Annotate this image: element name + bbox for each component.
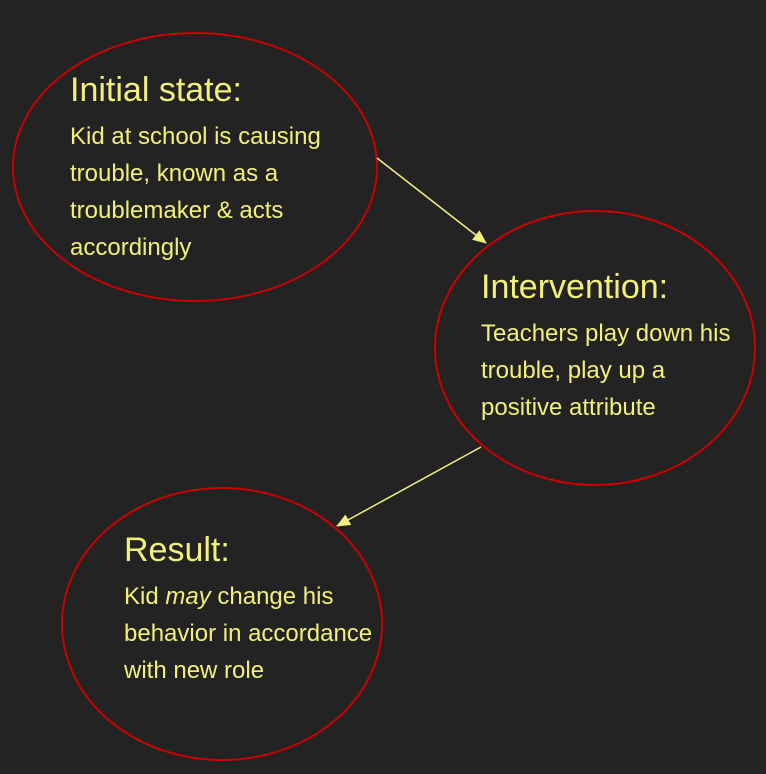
arrow-intervention-to-result xyxy=(337,447,481,526)
result-description xyxy=(124,578,374,689)
intervention-title: Intervention: xyxy=(481,268,669,306)
initial-state-description: Kid at school is causing trouble, known as a troublemaker & acts accordingly xyxy=(70,123,321,261)
initial-state-title: Initial state: xyxy=(70,71,242,109)
result-title: Result: xyxy=(124,531,230,569)
result-node xyxy=(124,530,374,689)
initial-state-node xyxy=(70,70,370,266)
intervention-node xyxy=(481,267,751,426)
result-description-end: change his behavior in accordance with new role xyxy=(124,583,373,684)
result-description-emphasis: may xyxy=(165,583,211,610)
result-description-start: Kid xyxy=(124,583,166,610)
arrow-initial-to-intervention xyxy=(377,158,486,243)
intervention-description: Teachers play down his trouble, play up a positive attribute xyxy=(481,320,731,421)
